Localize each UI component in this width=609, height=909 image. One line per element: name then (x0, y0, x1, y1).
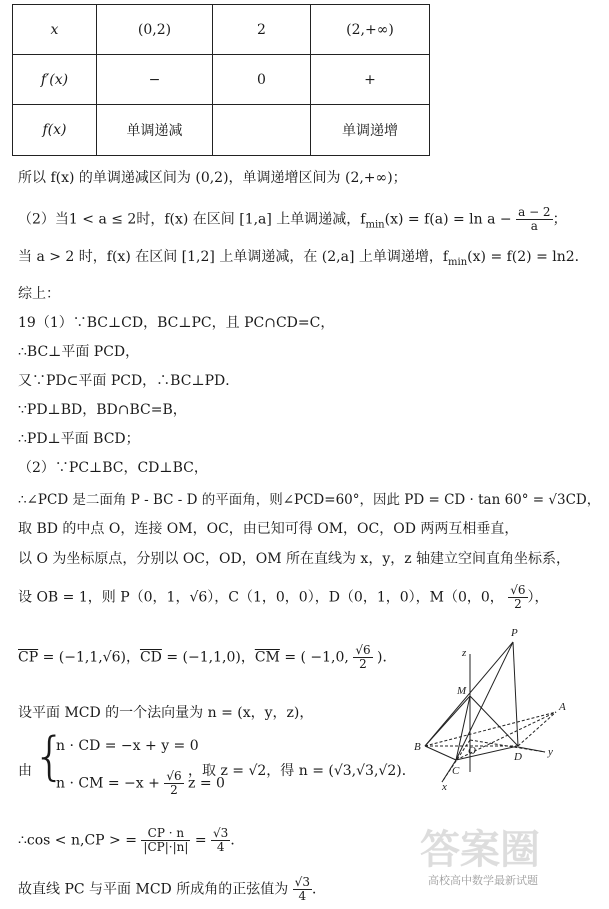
brace-glyph: { (33, 727, 67, 787)
text-fragment: ∴cos < n,CP > = (18, 832, 137, 849)
fraction-denominator: 2 (359, 657, 367, 671)
point-label: O (468, 745, 476, 757)
text-fragment: n · CM = −x + (56, 775, 160, 792)
text-line: 取 BD 的中点 O，连接 OM，OC，由已知可得 OM，OC，OD 两两互相垂直， (18, 521, 519, 537)
fraction-denominator: 4 (216, 840, 225, 854)
axis-label: x (442, 781, 447, 793)
segment-mb (425, 696, 470, 746)
text-line: ∴PD⊥平面 BCD； (18, 431, 140, 447)
text-fragment: = (−1,1,√6)， (38, 649, 140, 666)
table-cell: (2,+∞) (311, 5, 430, 55)
table-cell (213, 105, 311, 156)
monotonicity-table (12, 4, 430, 156)
text-line: 以 O 为坐标原点，分别以 OC，OD，OM 所在直线为 x，y，z 轴建立空间直角坐标系， (18, 551, 571, 567)
fraction-numerator: a − 2 (518, 205, 551, 219)
text-subscript: min (448, 256, 468, 268)
segment-pd (513, 642, 518, 746)
text-line: 设平面 MCD 的一个法向量为 n = (x，y，z)， (18, 705, 314, 721)
text-line: ∴∠PCD 是二面角 P - BC - D 的平面角，则∠PCD=60°，因此 PD = CD · tan 60° = √3CD， (18, 492, 601, 508)
fraction-numerator: √3 (294, 875, 310, 889)
fraction (141, 827, 190, 854)
table-cell: 2 (213, 5, 311, 55)
text-line: 所以 f(x) 的单调递减区间为 (0,2)，单调递增区间为 (2,+∞)； (18, 170, 407, 186)
point-label: B (414, 741, 421, 753)
text-fragment: = ( −1,0, (279, 649, 349, 666)
vector-label: $\overline{CM}$ (254, 649, 280, 666)
text-fragment: (x) = f(2) = ln2． (467, 249, 589, 265)
fraction-denominator: 2 (514, 597, 522, 611)
fraction-numerator: √3 (213, 826, 229, 840)
segment-pc (456, 642, 513, 760)
segment-md (470, 696, 518, 746)
text-fragment: 由 (18, 763, 32, 779)
fraction (516, 206, 552, 233)
axis-label: y (548, 746, 553, 758)
watermark-caption: 高校高中数学最新试题 (428, 874, 538, 887)
fraction (508, 584, 527, 611)
text-line (18, 644, 397, 671)
text-fragment: )． (372, 649, 397, 666)
text-fragment: 设 OB = 1，则 P（0，1，√6），C（1，0，0），D（0，1，0），M（0，0， (18, 589, 504, 606)
text-fragment: 当 a > 2 时，f(x) 在区间 [1,2] 上单调递减，在 (2,a] 上单调递增，f (18, 249, 449, 265)
y-axis (518, 747, 545, 752)
text-line: ∴BC⊥平面 PCD， (18, 344, 140, 360)
fraction-denominator: 4 (298, 889, 307, 903)
watermark-logo: 答案圈 (420, 827, 540, 873)
fraction-denominator: 2 (170, 783, 178, 797)
table-head-fprime: f′(x) (13, 55, 97, 105)
table-cell: + (311, 55, 430, 105)
fraction (164, 770, 183, 797)
text-fragment: ，取 z = √2，得 n = (√3,√3,√2)． (188, 763, 416, 779)
text-fragment: = (194, 832, 207, 849)
fraction-numerator: √6 (166, 769, 182, 783)
text-fragment: 故直线 PC 与平面 MCD 所成角的正弦值为 (18, 881, 289, 898)
table-head-x: x (13, 5, 97, 55)
text-line: （2）∵PC⊥BC，CD⊥BC， (18, 460, 208, 476)
geometry-figure (408, 622, 608, 802)
fraction (353, 644, 372, 671)
fraction-denominator: |CP|·|n| (143, 840, 189, 854)
table-cell: (0,2) (97, 5, 213, 55)
fraction-denominator: a (530, 219, 538, 233)
fraction (293, 876, 312, 903)
text-fragment: （2）当1 < a ≤ 2时，f(x) 在区间 [1,a] 上单调递减，f (18, 211, 366, 228)
point-label: M (457, 685, 467, 697)
table-head-f: f(x) (13, 105, 97, 156)
point-label: D (514, 751, 522, 763)
fraction-numerator: CP · n (141, 827, 190, 841)
text-line: 19（1）∵BC⊥CD，BC⊥PC，且 PC∩CD=C， (18, 315, 335, 331)
text-line: ∵PD⊥BD，BD∩BC=B， (18, 402, 187, 418)
text-fragment: z = 0 (188, 775, 225, 792)
point-label: P (511, 627, 518, 639)
vector-label: $\overline{CP}$ (18, 649, 39, 666)
segment-pb (425, 642, 513, 746)
point-label: C (452, 765, 460, 777)
axis-label: z (462, 647, 467, 659)
text-subscript: min (365, 219, 385, 231)
table-cell: 单调递增 (311, 105, 430, 156)
fraction-numerator: √6 (510, 583, 526, 597)
text-fragment: (x) = f(a) = ln a − (384, 211, 512, 228)
table-cell: − (97, 55, 213, 105)
segment-bc (425, 746, 456, 760)
fraction-numerator: √6 (355, 643, 371, 657)
equation-row: n · CD = −x + y = 0 (56, 738, 199, 754)
table-cell: 单调递减 (97, 105, 213, 156)
text-fragment: = (−1,1,0)， (161, 649, 255, 666)
vector-label: $\overline{CD}$ (139, 649, 162, 666)
text-fragment: ． (311, 881, 326, 898)
text-fragment: ； (552, 211, 567, 228)
text-fragment: ． (230, 832, 245, 849)
point-label: A (559, 701, 566, 713)
text-fragment: ）， (527, 589, 549, 606)
text-line: 又∵PD⊂平面 PCD，∴BC⊥PD． (18, 373, 240, 389)
text-line (18, 206, 567, 233)
text-line (18, 827, 244, 854)
text-line (18, 876, 326, 903)
segment-cd (456, 746, 518, 760)
text-line: 综上： (18, 286, 60, 302)
fraction (211, 827, 230, 854)
text-line (18, 246, 589, 268)
text-line (18, 584, 549, 611)
table-cell: 0 (213, 55, 311, 105)
